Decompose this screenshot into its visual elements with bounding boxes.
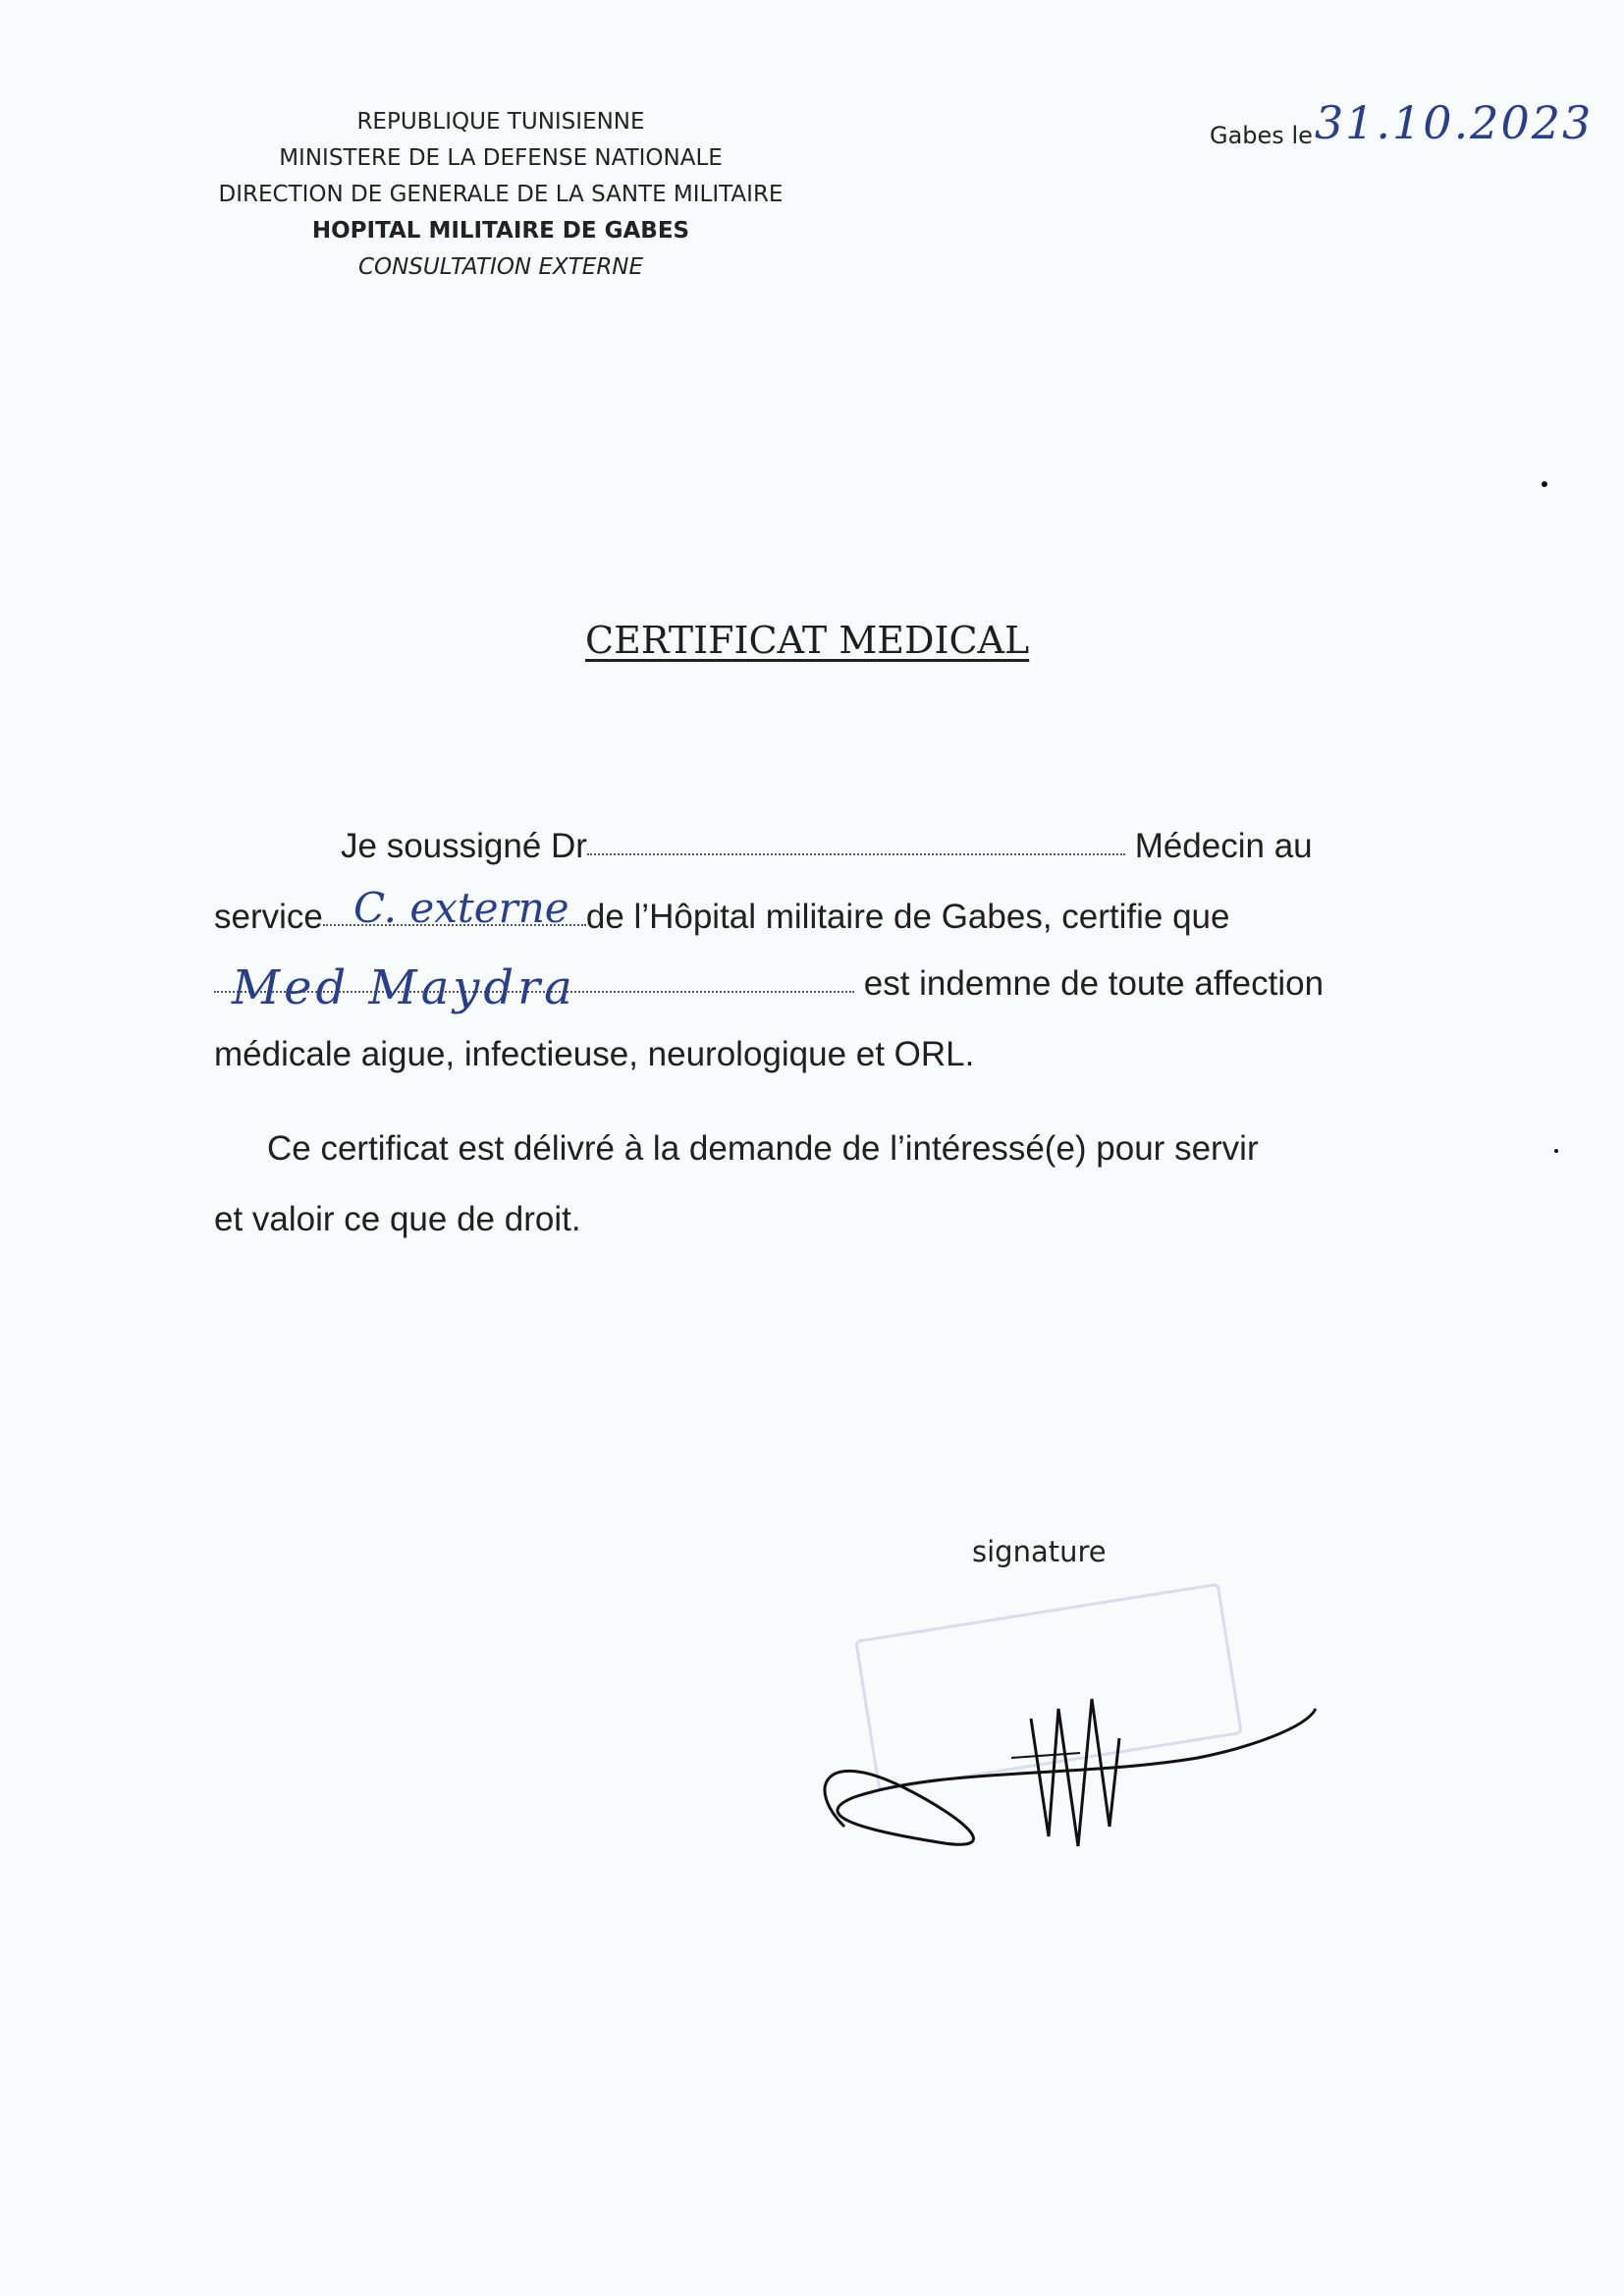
service-handwritten: C. externe: [353, 884, 569, 932]
service-label: service: [214, 898, 323, 936]
letterhead-ministry: MINISTERE DE LA DEFENSE NATIONALE: [279, 145, 723, 171]
handwritten-signature: [785, 1669, 1335, 1886]
body-line-6: et valoir ce que de droit.: [214, 1200, 581, 1238]
letterhead: [206, 104, 795, 286]
scan-speck: [1542, 481, 1547, 487]
date-line: [1210, 79, 1593, 149]
body-line-5: Ce certificat est délivré à la demande de l’intéressé(e) pour servir: [267, 1129, 1259, 1168]
body-line-1: [341, 827, 1313, 866]
medecin-label: Médecin au: [1134, 827, 1313, 865]
letterhead-hospital: HOPITAL MILITAIRE DE GABES: [311, 218, 690, 244]
doctor-label: Je soussigné Dr: [341, 827, 587, 865]
patient-name-handwritten: Med Maydra: [232, 960, 576, 1015]
letterhead-department: CONSULTATION EXTERNE: [357, 254, 644, 280]
document-title: CERTIFICAT MEDICAL: [585, 619, 1030, 662]
letterhead-direction: DIRECTION DE GENERALE DE LA SANTE MILITAIRE: [218, 182, 784, 207]
signature-label: signature: [972, 1535, 1107, 1568]
indemne-text: est indemne de toute affection: [863, 964, 1325, 1003]
doctor-name-blank: [587, 853, 1125, 855]
scan-speck: [1554, 1149, 1558, 1153]
hospital-text: de l’Hôpital militaire de Gabes, certifie que: [585, 898, 1230, 936]
date-prefix: Gabes le: [1210, 122, 1313, 149]
date-value-handwritten: 31.10.2023: [1314, 96, 1594, 149]
letterhead-republic: REPUBLIQUE TUNISIENNE: [356, 109, 645, 135]
body-line-4: médicale aigue, infectieuse, neurologique et ORL.: [214, 1035, 975, 1073]
